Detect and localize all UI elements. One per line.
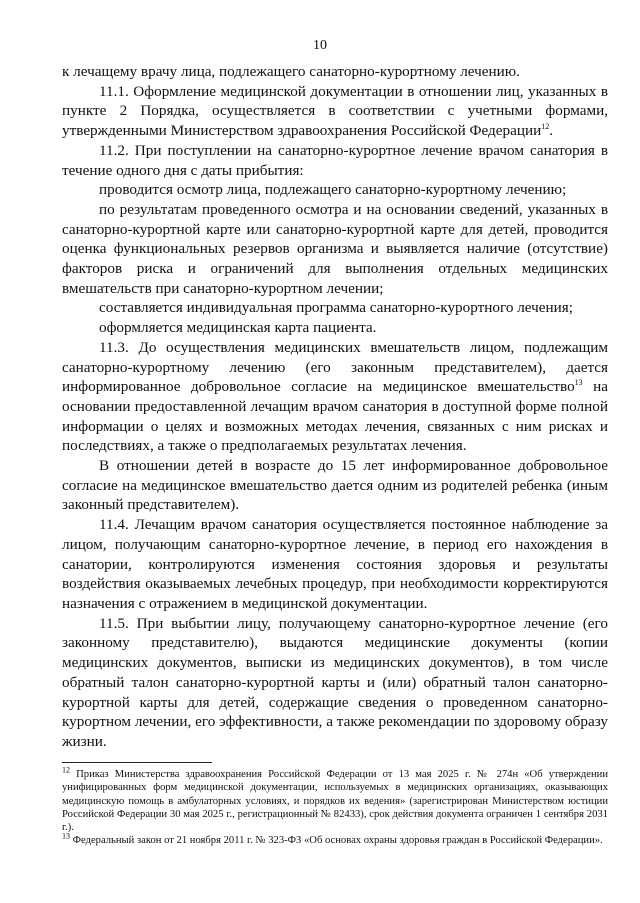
footnote-ref-12: 12 xyxy=(541,122,550,132)
paragraph: В отношении детей в возрасте до 15 лет информированное добровольное согласие на медицинское вмешательство дается одним из родителей ребенка (иным законный представителем). xyxy=(62,457,608,514)
page-number: 10 xyxy=(313,38,327,53)
footnote-12: $^{12}$ Приказ Министерства здравоохранения Российской Федерации от 13 мая 2025 г. № 274н «Об утверждении унифицированных форм медицинской документации, используемых в медицинских организациях, оказывающих медицинскую помощь в амбулаторных условиях, и порядков их ведения» (зарегистрирован Министерством юстиции Российской Федерации 30 мая 2025 г., регистрационный № 82433), срок действия документа ограничен 1 сентября 2031 г.). xyxy=(62,765,608,834)
paragraph: проводится осмотр лица, подлежащего санаторно-курортному лечению; xyxy=(99,181,567,199)
footnote-13: $^{13}$ Федеральный закон от 21 ноября 2011 г. № 323-ФЗ «Об основах охраны здоровья граждан в Российской Федерации». xyxy=(62,831,603,847)
paragraph-11-2: 11.2. При поступлении на санаторно-курортное лечение врачом санатория в течение одного дня с даты прибытия: xyxy=(62,141,608,179)
footnote-ref-13: 13 xyxy=(574,378,583,388)
paragraph-11-3: 11.3. До осуществления медицинских вмешательств лицом, подлежащим санаторно-курортному лечению (его законным представителем), дается информированное добровольное согласие на медицинское вмешательство$^{13}$ на основании предоставленной лечащим врачом санатория в доступной форме полной информации о целях и возможных методах лечения, связанных с ним рисках и последствиях, а также о предполагаемых результатах лечения. xyxy=(62,338,608,455)
paragraph-11-5: 11.5. При выбытии лицу, получающему санаторно-курортное лечение (его законному представителю), выдаются медицинские документы (копии медицинских документов, выписки из медицинских документов), в том числе обратный талон санаторно-курортной карты и (или) обратный талон санаторно-курортной карты для детей, содержащие сведения о проведенном санаторно-курортном лечении, его эффективности, а также рекомендации по здоровому образу жизни. xyxy=(62,614,608,750)
paragraph-11-1: 11.1. Оформление медицинской документации в отношении лиц, указанных в пункте 2 Порядка, осуществляется в соответствии с учетными формами, утвержденными Министерством здравоохранения Российской Федерации$^{12}$. xyxy=(62,82,608,140)
paragraph: составляется индивидуальная программа санаторно-курортного лечения; xyxy=(99,299,574,317)
footnote-mark: 12 xyxy=(62,765,70,775)
paragraph: по результатам проведенного осмотра и на основании сведений, указанных в санаторно-курортной карте или санаторно-курортной карте для детей, проводится оценка функциональных резервов организма и выявляется наличие (отсутствие) факторов риска и ограничений для выполнения отдельных медицинских вмешательств при санаторно-курортном лечении; xyxy=(62,200,608,297)
footnotes xyxy=(62,765,608,848)
paragraph-11-4: 11.4. Лечащим врачом санатория осуществляется постоянное наблюдение за лицом, получающим санаторно-курортное лечение, в период его нахождения в санатории, контролируются изменения состояния здоровья и результаты воздействия оказываемых лечебных процедур, при необходимости корректируются назначения с отражением в медицинской документации. xyxy=(62,516,608,612)
footnote-separator xyxy=(62,762,212,763)
paragraph: к лечащему врачу лица, подлежащего санаторно-курортному лечению. xyxy=(62,63,520,80)
document-body xyxy=(62,62,608,752)
footnote-mark: 13 xyxy=(62,831,70,841)
paragraph: оформляется медицинская карта пациента. xyxy=(99,319,377,337)
